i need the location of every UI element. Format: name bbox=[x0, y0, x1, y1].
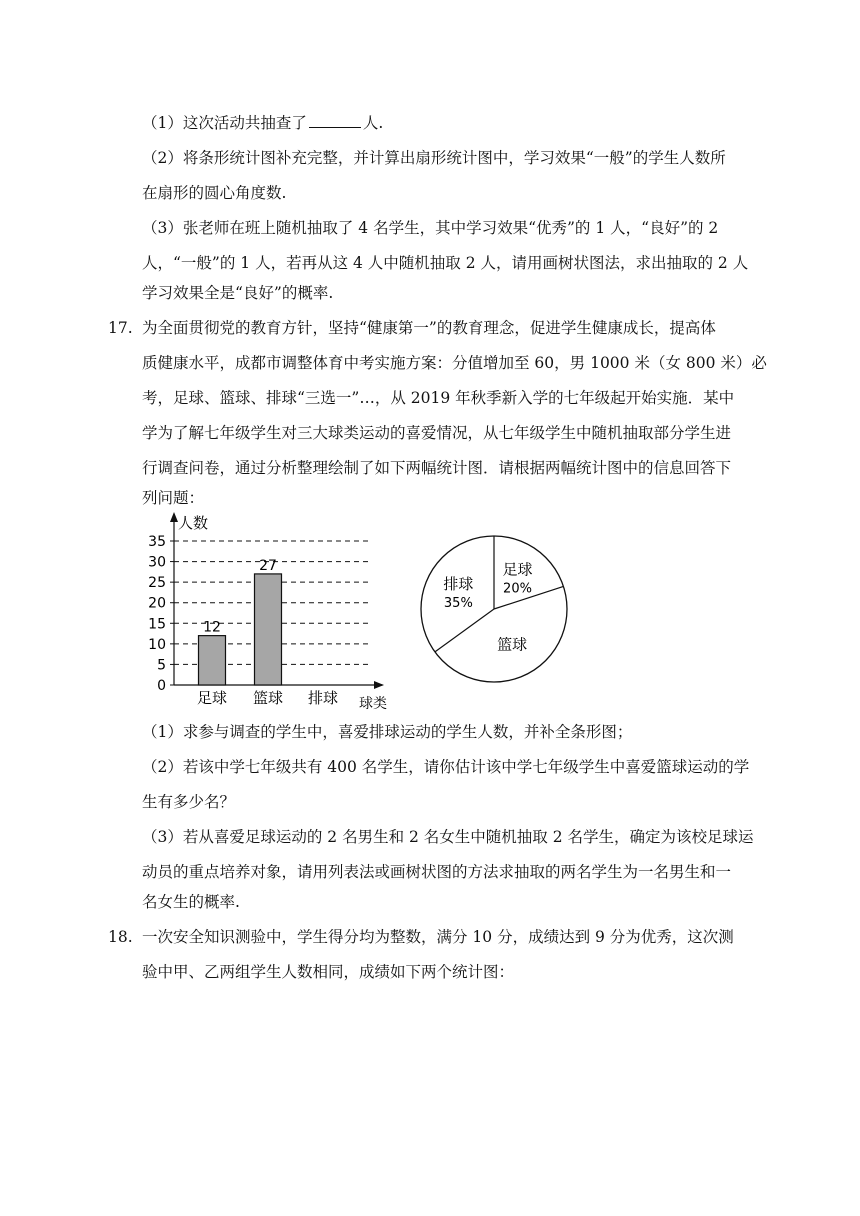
bar-value-label: 12 bbox=[203, 619, 221, 636]
q16-part2-line1: （2）将条形统计图补充完整，并计算出扇形统计图中，学习效果“一般”的学生人数所 bbox=[142, 149, 726, 167]
y-tick-label: 30 bbox=[148, 554, 166, 571]
q17-sub3-line3: 名女生的概率. bbox=[142, 893, 240, 911]
y-tick-label: 25 bbox=[148, 575, 166, 592]
y-tick-labels bbox=[148, 534, 166, 694]
y-tick-label: 10 bbox=[148, 636, 166, 653]
pie-slice-label: 篮球 bbox=[497, 635, 528, 654]
pie-slice-percent: 20% bbox=[503, 581, 532, 597]
bar-chart bbox=[140, 508, 400, 718]
y-tick-label: 0 bbox=[157, 678, 166, 694]
q17-sub2-line2: 生有多少名？ bbox=[142, 793, 236, 811]
y-tick-label: 15 bbox=[148, 616, 166, 633]
q16-part3-line2: 人，“一般”的 1 人，若再从这 4 人中随机抽取 2 人，请用画树状图法，求出抽取的 2 人 bbox=[142, 254, 749, 272]
q17-line3: 考，足球、篮球、排球“三选一”…，从 2019 年秋季新入学的七年级起开始实施．某中 bbox=[142, 389, 735, 407]
q16-part2-line2: 在扇形的圆心角度数. bbox=[142, 184, 287, 202]
pie-slice-label: 足球 bbox=[502, 560, 533, 579]
q17-line1: 为全面贯彻党的教育方针，坚持“健康第一”的教育理念，促进学生健康成长，提高体 bbox=[142, 319, 716, 337]
q16-part1 bbox=[142, 113, 383, 133]
q17-line2: 质健康水平，成都市调整体育中考实施方案：分值增加至 60，男 1000 米（女 800 米）必 bbox=[142, 354, 767, 372]
x-tick-labels bbox=[197, 689, 338, 707]
pie-slice-percent: 35% bbox=[443, 595, 473, 611]
q17-sub3-line2: 动员的重点培养对象，请用列表法或画树状图的方法求抽取的两名学生为一名男生和一 bbox=[142, 863, 732, 881]
q17-number: 17. bbox=[108, 319, 133, 337]
x-tick-label: 排球 bbox=[307, 689, 339, 707]
y-tick-label: 20 bbox=[148, 595, 166, 612]
y-tick-label: 35 bbox=[148, 534, 166, 550]
q18-line2: 验中甲、乙两组学生人数相同，成绩如下两个统计图： bbox=[142, 963, 515, 981]
q16-part3-line3: 学习效果全是“良好”的概率. bbox=[142, 284, 334, 302]
q18-line1: 一次安全知识测验中，学生得分均为整数，满分 10 分，成绩达到 9 分为优秀，这次测 bbox=[142, 928, 734, 946]
x-axis-label: 球类 bbox=[359, 696, 387, 712]
bar-value-label: 27 bbox=[259, 557, 277, 574]
pie-chart bbox=[415, 530, 575, 690]
q17-line6: 列问题： bbox=[142, 489, 205, 507]
pie-slice-label: 排球 bbox=[443, 574, 474, 593]
q18-number: 18. bbox=[108, 928, 133, 946]
y-axis-arrow bbox=[170, 512, 178, 522]
bar-0 bbox=[199, 636, 226, 685]
x-tick-label: 足球 bbox=[196, 689, 228, 707]
q16-part1-end: 人. bbox=[362, 114, 384, 132]
y-tick-label: 5 bbox=[157, 657, 166, 674]
q17-line5: 行调查问卷，通过分析整理绘制了如下两幅统计图．请根据两幅统计图中的信息回答下 bbox=[142, 459, 732, 477]
q17-sub2-line1: （2）若该中学七年级共有 400 名学生，请你估计该中学七年级学生中喜爱篮球运动的学 bbox=[142, 758, 750, 776]
bar-1 bbox=[255, 574, 282, 685]
q16-part1-text: （1）这次活动共抽查了 bbox=[142, 114, 307, 132]
answer-blank bbox=[309, 113, 361, 128]
q17-sub3-line1: （3）若从喜爱足球运动的 2 名男生和 2 名女生中随机抽取 2 名学生，确定为该校足球运 bbox=[142, 828, 754, 846]
q17-line4: 学为了解七年级学生对三大球类运动的喜爱情况，从七年级学生中随机抽取部分学生进 bbox=[142, 424, 732, 442]
q16-part3-line1: （3）张老师在班上随机抽取了 4 名学生，其中学习效果“优秀”的 1 人，“良好”的 2 bbox=[142, 219, 719, 237]
x-tick-label: 篮球 bbox=[252, 689, 284, 707]
x-axis-arrow bbox=[374, 681, 384, 689]
q17-sub1: （1）求参与调查的学生中，喜爱排球运动的学生人数，并补全条形图； bbox=[142, 723, 633, 741]
y-axis-label: 人数 bbox=[178, 514, 209, 532]
